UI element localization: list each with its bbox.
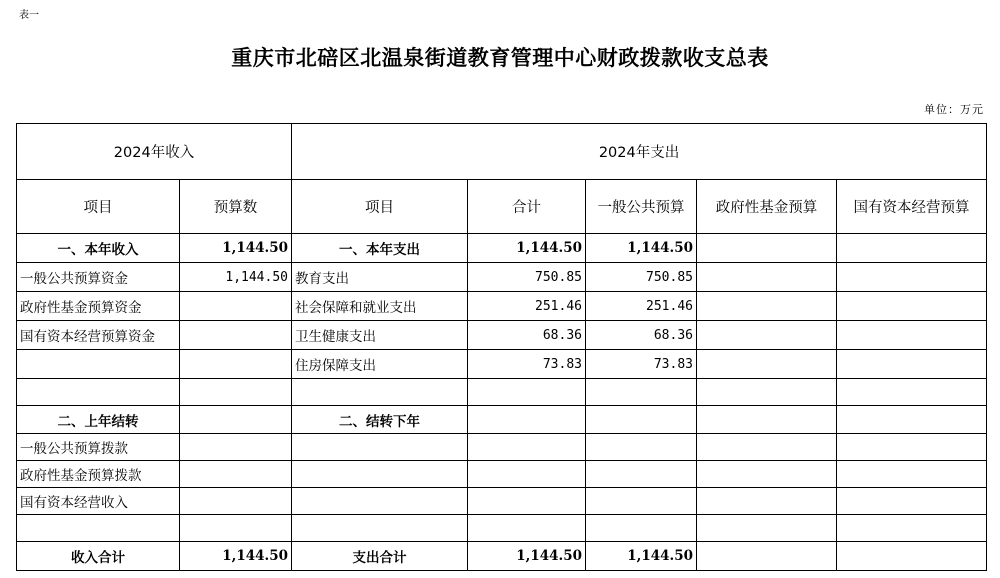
expense-item-cell (292, 461, 468, 488)
expense-total-cell (468, 434, 586, 461)
gov-fund-cell (697, 434, 837, 461)
table-row (17, 406, 987, 434)
income-item-cell (17, 379, 180, 406)
state-capital-cell (837, 379, 987, 406)
general-budget-cell: 73.83 (586, 350, 697, 379)
expense-item-cell (292, 434, 468, 461)
general-budget-cell (586, 434, 697, 461)
col-header-gov-fund-budget: 政府性基金预算 (697, 180, 837, 234)
general-budget-cell (586, 406, 697, 434)
expense-item-cell: 卫生健康支出 (292, 321, 468, 350)
gov-fund-cell (697, 321, 837, 350)
income-amount-cell: 1,144.50 (180, 234, 292, 263)
income-amount-cell (180, 406, 292, 434)
unit-label: 单位：万元 (924, 103, 984, 116)
income-item-cell: 收入合计 (17, 542, 180, 571)
expense-item-cell (292, 515, 468, 542)
income-amount-cell (180, 350, 292, 379)
expense-item-cell (292, 488, 468, 515)
income-item-cell: 二、上年结转 (17, 406, 180, 434)
gov-fund-cell (697, 350, 837, 379)
expense-total-cell (468, 406, 586, 434)
expense-total-cell (468, 488, 586, 515)
gov-fund-cell (697, 292, 837, 321)
income-amount-cell (180, 488, 292, 515)
income-item-cell: 一般公共预算拨款 (17, 434, 180, 461)
income-amount-cell (180, 515, 292, 542)
gov-fund-cell (697, 542, 837, 571)
general-budget-cell: 1,144.50 (586, 234, 697, 263)
income-item-cell: 政府性基金预算拨款 (17, 461, 180, 488)
expense-item-cell: 教育支出 (292, 263, 468, 292)
table-row (17, 515, 987, 542)
income-amount-cell: 1,144.50 (180, 263, 292, 292)
col-header-general-budget: 一般公共预算 (586, 180, 697, 234)
expense-total-cell: 1,144.50 (468, 234, 586, 263)
gov-fund-cell (697, 379, 837, 406)
col-header-expense-item: 项目 (292, 180, 468, 234)
table-number-label: 表一 (19, 10, 39, 21)
group-header-row (17, 124, 987, 180)
state-capital-cell (837, 515, 987, 542)
gov-fund-cell (697, 461, 837, 488)
col-header-state-capital-budget: 国有资本经营预算 (837, 180, 987, 234)
general-budget-cell (586, 461, 697, 488)
state-capital-cell (837, 321, 987, 350)
income-item-cell: 国有资本经营收入 (17, 488, 180, 515)
expense-total-cell: 251.46 (468, 292, 586, 321)
table-row (17, 488, 987, 515)
table-row (17, 461, 987, 488)
state-capital-cell (837, 542, 987, 571)
expense-item-cell: 二、结转下年 (292, 406, 468, 434)
income-amount-cell (180, 321, 292, 350)
income-amount-cell (180, 379, 292, 406)
state-capital-cell (837, 292, 987, 321)
income-amount-cell (180, 292, 292, 321)
general-budget-cell: 750.85 (586, 263, 697, 292)
table-row (17, 434, 987, 461)
total-row (17, 542, 987, 571)
gov-fund-cell (697, 406, 837, 434)
expense-item-cell: 一、本年支出 (292, 234, 468, 263)
column-header-row (17, 180, 987, 234)
gov-fund-cell (697, 234, 837, 263)
income-group-header: 2024年收入 (17, 124, 292, 180)
expense-total-cell: 68.36 (468, 321, 586, 350)
table-row (17, 263, 987, 292)
general-budget-cell: 1,144.50 (586, 542, 697, 571)
expense-item-cell: 住房保障支出 (292, 350, 468, 379)
state-capital-cell (837, 488, 987, 515)
state-capital-cell (837, 406, 987, 434)
col-header-total: 合计 (468, 180, 586, 234)
expense-total-cell: 750.85 (468, 263, 586, 292)
gov-fund-cell (697, 488, 837, 515)
table-row (17, 234, 987, 263)
expense-total-cell: 73.83 (468, 350, 586, 379)
income-amount-cell: 1,144.50 (180, 542, 292, 571)
state-capital-cell (837, 263, 987, 292)
expense-item-cell (292, 379, 468, 406)
income-item-cell (17, 515, 180, 542)
page-title: 重庆市北碚区北温泉街道教育管理中心财政拨款收支总表 (231, 45, 769, 70)
table-row (17, 321, 987, 350)
income-item-cell: 一、本年收入 (17, 234, 180, 263)
gov-fund-cell (697, 515, 837, 542)
expense-total-cell: 1,144.50 (468, 542, 586, 571)
income-item-cell: 一般公共预算资金 (17, 263, 180, 292)
state-capital-cell (837, 434, 987, 461)
expense-item-cell: 支出合计 (292, 542, 468, 571)
state-capital-cell (837, 234, 987, 263)
table-row (17, 350, 987, 379)
state-capital-cell (837, 461, 987, 488)
expense-total-cell (468, 379, 586, 406)
col-header-budget: 预算数 (180, 180, 292, 234)
expense-total-cell (468, 461, 586, 488)
general-budget-cell (586, 379, 697, 406)
col-header-income-item: 项目 (17, 180, 180, 234)
general-budget-cell: 251.46 (586, 292, 697, 321)
income-amount-cell (180, 461, 292, 488)
expense-item-cell: 社会保障和就业支出 (292, 292, 468, 321)
expense-group-header: 2024年支出 (292, 124, 987, 180)
income-item-cell (17, 350, 180, 379)
general-budget-cell: 68.36 (586, 321, 697, 350)
income-amount-cell (180, 434, 292, 461)
gov-fund-cell (697, 263, 837, 292)
general-budget-cell (586, 488, 697, 515)
income-item-cell: 政府性基金预算资金 (17, 292, 180, 321)
budget-summary-table (16, 123, 987, 571)
expense-total-cell (468, 515, 586, 542)
income-item-cell: 国有资本经营预算资金 (17, 321, 180, 350)
general-budget-cell (586, 515, 697, 542)
state-capital-cell (837, 350, 987, 379)
table-row (17, 292, 987, 321)
table-row (17, 379, 987, 406)
